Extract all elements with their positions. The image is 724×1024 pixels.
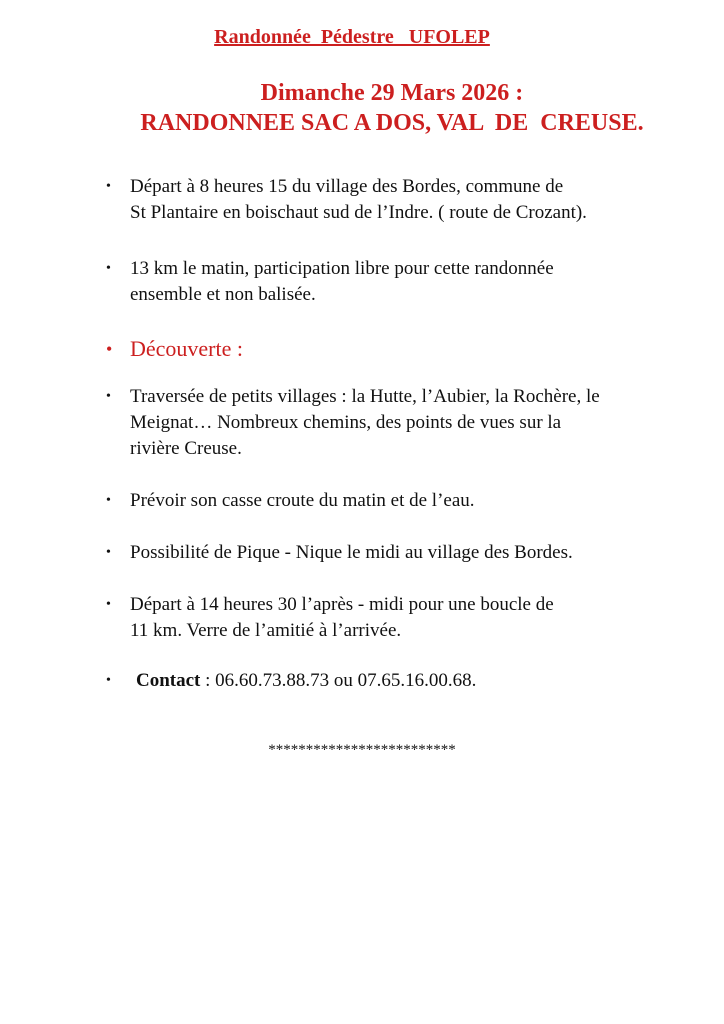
list-item-text: Départ à 14 heures 30 l’après - midi pour une boucle de 11 km. Verre de l’amitié à l’arrivée. — [130, 594, 554, 641]
bullet-icon: • — [106, 597, 111, 612]
contact-line — [136, 668, 706, 694]
contact-label: Contact — [136, 670, 201, 691]
list-item-snack — [106, 488, 706, 514]
list-item-departure-morning — [106, 174, 706, 226]
organizer-heading: Randonnée Pédestre UFOLEP — [214, 26, 490, 48]
bullet-icon: • — [106, 493, 111, 508]
list-item-contact — [106, 668, 706, 694]
list-item-departure-afternoon — [106, 592, 706, 644]
event-title-heading: RANDONNEE SAC A DOS, VAL DE CREUSE. — [140, 110, 644, 136]
bullet-icon: • — [106, 261, 111, 276]
separator-stars: ************************* — [268, 742, 456, 758]
bullet-icon: • — [106, 339, 113, 359]
list-item-morning-distance — [106, 256, 706, 308]
bullet-icon: • — [106, 545, 111, 560]
bullet-icon: • — [106, 389, 111, 404]
list-item-villages — [106, 384, 706, 462]
list-item-text: Départ à 8 heures 15 du village des Bordes, commune de St Plantaire en boischaut sud de l’Indre. ( route de Crozant). — [130, 176, 587, 223]
event-date-heading: Dimanche 29 Mars 2026 : — [260, 80, 524, 106]
list-item-text: Découverte : — [130, 336, 243, 361]
list-item-discovery-heading — [106, 336, 706, 362]
bullet-icon: • — [106, 179, 111, 194]
list-item-picnic — [106, 540, 706, 566]
list-item-text: 13 km le matin, participation libre pour cette randonnée ensemble et non balisée. — [130, 258, 554, 305]
list-item-text: Traversée de petits villages : la Hutte, l’Aubier, la Rochère, le Meignat… Nombreux chemins, des points de vues sur la rivière Creuse. — [130, 386, 600, 459]
list-item-text: Possibilité de Pique - Nique le midi au village des Bordes. — [130, 542, 573, 563]
contact-numbers: : 06.60.73.88.73 ou 07.65.16.00.68. — [200, 670, 477, 691]
bullet-icon: • — [106, 673, 111, 688]
list-item-text: Prévoir son casse croute du matin et de l’eau. — [130, 490, 475, 511]
